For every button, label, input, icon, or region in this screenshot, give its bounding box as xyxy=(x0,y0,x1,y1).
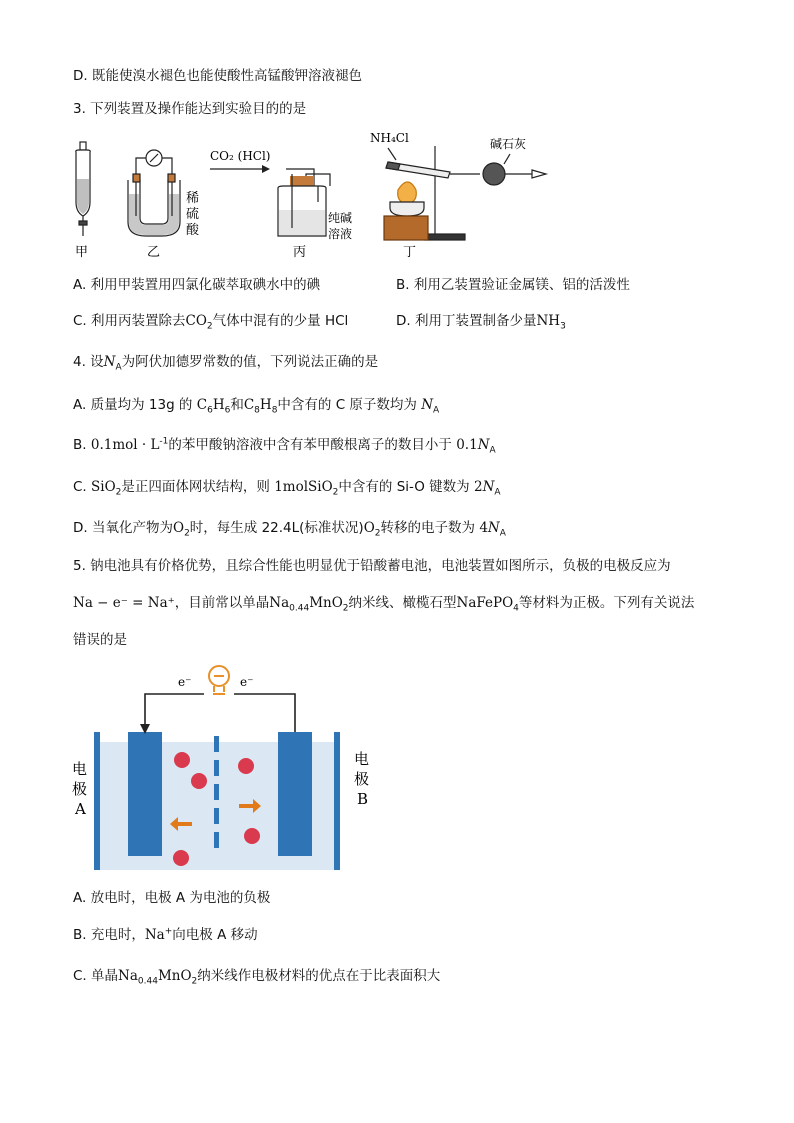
na-symbol: N xyxy=(103,354,116,370)
q3-option-a xyxy=(73,275,320,295)
electrode-a-label-1: 电 xyxy=(72,760,88,778)
formula: H xyxy=(212,397,225,413)
label-jia: 甲 xyxy=(75,245,89,260)
option-text: 利用乙装置验证金属镁、铝的活泼性 xyxy=(413,277,630,293)
electrode-equation: Na − e⁻ = Na⁺ xyxy=(73,595,175,611)
option-letter: D. xyxy=(396,313,411,329)
formula-sub: 2 xyxy=(332,487,339,498)
soda-label-2: 溶液 xyxy=(328,227,353,241)
option-text: 的苯甲酸钠溶液中含有苯甲酸根离子的数目小于 xyxy=(168,437,452,453)
value: 0.1 xyxy=(456,437,478,453)
option-text: 单晶 xyxy=(91,968,119,984)
nh4cl-label: NH₄Cl xyxy=(370,131,409,145)
option-text: 纳米线作电极材料的优点在于比表面积大 xyxy=(197,968,441,984)
formula-sub: 2 xyxy=(115,487,122,498)
na-symbol: N xyxy=(487,520,500,536)
formula: C xyxy=(243,397,255,413)
na-symbol: N xyxy=(477,437,490,453)
q5-stem-line1: 5. 钠电池具有价格优势，且综合性能也明显优于铅酸蓄电池，电池装置如图所示，负极的电极反应为 xyxy=(73,558,671,574)
q2-option-d xyxy=(73,66,362,86)
stem-text: 等材料为正极。下列有关说法 xyxy=(518,595,695,611)
formula-sub: 6 xyxy=(207,405,213,416)
electrode-a-label-2: 极 xyxy=(72,780,88,798)
acid-label-3: 酸 xyxy=(186,223,200,238)
formula: 1molSiO xyxy=(274,479,333,495)
soda-label-1: 纯碱 xyxy=(328,211,353,225)
q4-option-c xyxy=(73,477,501,497)
option-text: 利用甲装置用四氯化碳萃取碘水中的碘 xyxy=(90,277,321,293)
formula-sub: 8 xyxy=(254,405,260,416)
q5-option-c xyxy=(73,966,440,986)
option-text: 充电时， xyxy=(90,927,145,943)
formula: O xyxy=(363,520,375,536)
option-text: 利用丙装置除去 xyxy=(91,313,186,329)
formula-sub: 3 xyxy=(560,321,566,332)
formula-sub: 2 xyxy=(184,528,190,539)
stem-text: 纳米线、橄榄石型 xyxy=(348,595,457,611)
option-text: 既能使溴水褪色也能使酸性高锰酸钾溶液褪色 xyxy=(91,68,362,84)
q3-apparatus-figure xyxy=(70,124,550,264)
formula: Na xyxy=(118,968,138,984)
electron-label-right: e⁻ xyxy=(240,675,254,689)
q3-stem: 3. 下列装置及操作能达到实验目的的是 xyxy=(73,101,307,117)
formula: Na xyxy=(269,595,290,611)
formula-sub: 2 xyxy=(374,528,381,539)
electrode-b-label-1: 电 xyxy=(354,750,370,768)
formula: CO xyxy=(185,313,207,329)
option-text: 和 xyxy=(230,397,244,413)
na-sub: A xyxy=(115,362,122,373)
option-letter: B. xyxy=(73,437,87,453)
value: 2 xyxy=(473,479,483,495)
q5-option-b xyxy=(73,925,258,945)
option-letter: B. xyxy=(396,277,410,293)
formula: Na xyxy=(144,927,165,943)
gas-label: CO₂ (HCl) xyxy=(210,149,271,163)
option-letter: C. xyxy=(73,313,87,329)
option-letter: C. xyxy=(73,479,87,495)
container-wall-left xyxy=(94,732,100,870)
formula: O xyxy=(172,520,185,536)
option-letter: D. xyxy=(73,68,88,84)
option-text: 是正四面体网状结构，则 xyxy=(121,479,270,495)
q3-option-b xyxy=(396,275,630,295)
light-bulb-icon xyxy=(209,666,229,694)
wire-left xyxy=(145,694,204,732)
gas-washing-bottle-icon xyxy=(278,169,330,236)
option-letter: A. xyxy=(73,397,87,413)
label-yi: 乙 xyxy=(147,245,161,260)
na-sub: A xyxy=(433,405,440,416)
option-letter: D. xyxy=(73,520,88,536)
formula: MnO xyxy=(157,968,192,984)
formula-sub: 2 xyxy=(342,603,349,614)
option-text: 时，每生成 22.4L(标准状况) xyxy=(189,520,364,536)
formula: H xyxy=(259,397,272,413)
formula: NH xyxy=(536,313,561,329)
electron-label-left: e⁻ xyxy=(178,675,192,689)
container-wall-right xyxy=(334,732,340,870)
option-text: 中含有的 C 原子数均为 xyxy=(277,397,417,413)
u-tube-cell-icon xyxy=(128,150,180,236)
option-text: 当氧化产物为 xyxy=(91,520,173,536)
formula: C xyxy=(196,397,208,413)
formula-sub: 0.44 xyxy=(289,603,310,614)
sodium-battery-figure xyxy=(66,656,396,876)
q4-option-b xyxy=(73,435,496,455)
value: 4 xyxy=(479,520,488,536)
stem-text: 4. 设 xyxy=(73,354,104,370)
electrode-a-label-3: A xyxy=(75,800,86,818)
stem-text: 为阿伏加德罗常数的值，下列说法正确的是 xyxy=(121,354,379,370)
na-sub: A xyxy=(499,528,506,539)
option-letter: B. xyxy=(73,927,87,943)
q4-stem xyxy=(73,352,378,372)
option-text: 利用丁装置制备少量 xyxy=(414,313,537,329)
lime-label: 碱石灰 xyxy=(490,137,527,151)
formula-sup: + xyxy=(164,926,173,937)
stem-text: ，目前常以单晶 xyxy=(174,595,270,611)
q4-option-d xyxy=(73,518,506,538)
option-letter: A. xyxy=(73,277,87,293)
q3-option-d xyxy=(396,311,566,331)
option-text: 向电极 A 移动 xyxy=(172,927,258,943)
wire-right xyxy=(234,694,295,732)
formula-sub: 6 xyxy=(224,405,231,416)
na-symbol: N xyxy=(421,397,434,413)
q4-option-a xyxy=(73,395,439,415)
option-letter: C. xyxy=(73,968,87,984)
electrode-b-label-2: 极 xyxy=(354,770,370,788)
option-text: 中含有的 Si-O 键数为 xyxy=(338,479,470,495)
q5-stem-line2 xyxy=(73,593,694,613)
na-sub: A xyxy=(489,445,496,456)
formula-sub: 4 xyxy=(513,603,519,614)
na-symbol: N xyxy=(482,479,495,495)
formula: NaFePO xyxy=(456,595,514,611)
electrode-b xyxy=(278,732,312,856)
acid-label-1: 稀 xyxy=(186,191,200,206)
q3-option-c xyxy=(73,311,348,331)
formula: MnO xyxy=(309,595,343,611)
formula-sub: 0.44 xyxy=(137,976,158,987)
option-text: 质量均为 13g 的 xyxy=(90,397,193,413)
option-text: 转移的电子数为 xyxy=(380,520,476,536)
q5-option-a xyxy=(73,888,270,908)
formula-sub: 2 xyxy=(191,976,198,987)
na-sub: A xyxy=(494,487,501,498)
formula-sub: 2 xyxy=(206,321,213,332)
option-text: 放电时，电极 A 为电池的负极 xyxy=(90,890,271,906)
electrode-a xyxy=(128,732,162,856)
separatory-funnel-icon xyxy=(76,142,90,236)
label-ding: 丁 xyxy=(403,245,417,260)
formula: 0.1mol · L xyxy=(90,437,160,453)
heating-apparatus-icon xyxy=(384,146,546,240)
electrode-b-label-3: B xyxy=(357,790,369,808)
acid-label-2: 硫 xyxy=(186,207,200,222)
formula-sup: -1 xyxy=(159,436,169,447)
option-text-tail: 气体中混有的少量 HCl xyxy=(212,313,349,329)
q5-stem-line3: 错误的是 xyxy=(73,632,127,648)
label-bing: 丙 xyxy=(293,245,307,260)
formula-sub: 8 xyxy=(271,405,278,416)
option-letter: A. xyxy=(73,890,87,906)
formula: SiO xyxy=(91,479,116,495)
